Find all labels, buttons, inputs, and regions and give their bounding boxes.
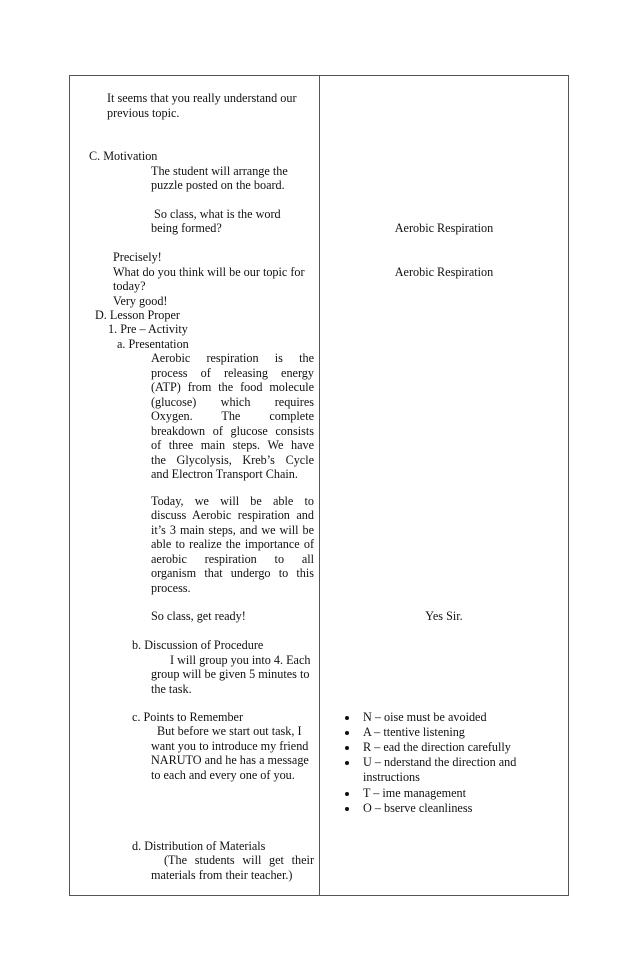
student-answer: Aerobic Respiration bbox=[394, 265, 494, 279]
naruto-item: U – nderstand the direction and bbox=[363, 755, 517, 769]
lesson-proper-heading: D. Lesson Proper bbox=[95, 308, 180, 322]
precisely-text: Precisely! bbox=[113, 250, 162, 264]
motivation-question: being formed? bbox=[151, 221, 222, 235]
motivation-question: So class, what is the word bbox=[151, 207, 281, 221]
naruto-item: R – ead the direction carefully bbox=[363, 740, 511, 754]
points-line: to each and every one of you. bbox=[151, 768, 295, 782]
review-line: It seems that you really understand our bbox=[107, 91, 297, 105]
pre-activity-heading: 1. Pre – Activity bbox=[108, 322, 188, 336]
today-line: Today, we will be able to bbox=[151, 494, 314, 508]
points-heading: c. Points to Remember bbox=[132, 710, 244, 724]
column-divider bbox=[319, 76, 320, 895]
naruto-item: T – ime management bbox=[363, 786, 466, 800]
today-line: aerobic respiration to all bbox=[151, 552, 314, 566]
topic-question: today? bbox=[113, 279, 146, 293]
naruto-item: O – bserve cleanliness bbox=[363, 801, 473, 815]
distribution-line: (The students will get their bbox=[164, 853, 314, 867]
presentation-line: of three main steps. We have bbox=[151, 438, 314, 452]
bullet-icon bbox=[345, 746, 349, 750]
topic-question: What do you think will be our topic for bbox=[113, 265, 305, 279]
get-ready-text: So class, get ready! bbox=[151, 609, 246, 623]
points-line: But before we start out task, I bbox=[157, 724, 302, 738]
distribution-heading: d. Distribution of Materials bbox=[132, 839, 266, 853]
student-answer: Yes Sir. bbox=[425, 609, 463, 623]
presentation-line: (glucose) which requires bbox=[151, 395, 314, 409]
presentation-line: Oxygen. The complete bbox=[151, 409, 314, 423]
points-line: NARUTO and he has a message bbox=[151, 753, 309, 767]
presentation-line: and Electron Transport Chain. bbox=[151, 467, 298, 481]
bullet-icon bbox=[345, 716, 349, 720]
today-line: process. bbox=[151, 581, 191, 595]
discussion-line: I will group you into 4. Each bbox=[170, 653, 311, 667]
naruto-item: A – ttentive listening bbox=[363, 725, 465, 739]
bullet-icon bbox=[345, 761, 349, 765]
today-line: organism that undergo to this bbox=[151, 566, 314, 580]
naruto-item: instructions bbox=[363, 770, 420, 784]
very-good-text: Very good! bbox=[113, 294, 168, 308]
presentation-line: breakdown of glucose consists bbox=[151, 424, 314, 438]
today-line: it’s 3 main steps, and we will be bbox=[151, 523, 314, 537]
presentation-line: the Glycolysis, Kreb’s Cycle bbox=[151, 453, 314, 467]
presentation-line: (ATP) from the food molecule bbox=[151, 380, 314, 394]
distribution-line: materials from their teacher.) bbox=[151, 868, 293, 882]
student-answer: Aerobic Respiration bbox=[394, 221, 494, 235]
bullet-icon bbox=[345, 731, 349, 735]
bullet-icon bbox=[345, 807, 349, 811]
review-line: previous topic. bbox=[107, 106, 180, 120]
today-line: discuss Aerobic respiration and bbox=[151, 508, 314, 522]
bullet-icon bbox=[345, 792, 349, 796]
motivation-line: The student will arrange the bbox=[151, 164, 288, 178]
presentation-line: Aerobic respiration is the bbox=[151, 351, 314, 365]
naruto-item: N – oise must be avoided bbox=[363, 710, 487, 724]
discussion-line: the task. bbox=[151, 682, 192, 696]
motivation-heading: C. Motivation bbox=[89, 149, 158, 163]
discussion-heading: b. Discussion of Procedure bbox=[132, 638, 264, 652]
presentation-heading: a. Presentation bbox=[117, 337, 189, 351]
today-line: able to realize the importance of bbox=[151, 537, 314, 551]
motivation-line: puzzle posted on the board. bbox=[151, 178, 285, 192]
lesson-plan-table bbox=[69, 75, 569, 896]
discussion-line: group will be given 5 minutes to bbox=[151, 667, 310, 681]
presentation-line: process of releasing energy bbox=[151, 366, 314, 380]
points-line: want you to introduce my friend bbox=[151, 739, 309, 753]
